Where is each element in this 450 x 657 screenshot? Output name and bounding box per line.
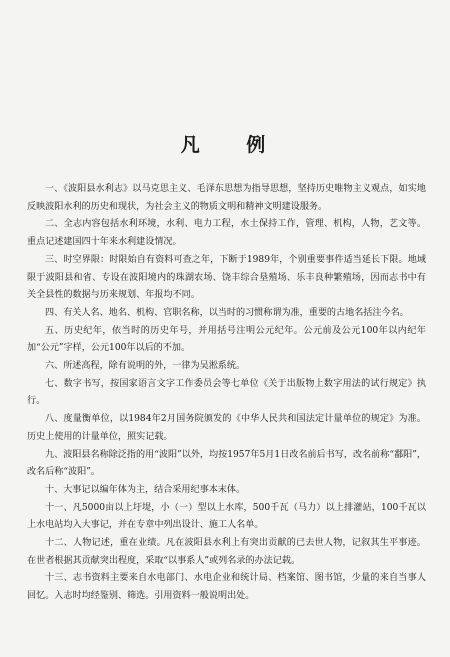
guideline-item-10: 十、大事记以编年体为主，结合采用纪事本末体。 (45, 484, 246, 495)
guideline-item-7: 七、数字书写，按国家语言文字工作委员会等七单位《关于出版物上数字用法的试行规定》执行。 (27, 378, 426, 407)
guideline-item-1: 一、《波阳县水利志》以马克思主义、毛泽东思想为指导思想，坚持历史唯物主义观点，如实地反映波阳水利的历史和现状，为社会主义的物质文明和精神文明建设服务。 (27, 184, 426, 212)
guideline-item-5: 五、历史纪年，依当时的历史年号，并用括号注明公元纪年。公元前及公元100年以内纪年加“公元”字样，公元100年以后的不加。 (27, 325, 426, 354)
guideline-item-2: 二、全志内容包括水利环境，水利、电力工程，水土保持工作，管理、机构，人物，艺文等。重点记述建国四十年来水利建设情况。 (27, 219, 426, 248)
guideline-item-6: 六、所述高程，除有说明的外，一律为吴淞系统。 (45, 361, 246, 372)
guideline-item-3: 三、时空界限：时限始自有资料可查之年，下断于1989年，个别重要事件适当延长下限。地域限于波阳县和省、专设在波阳境内的珠湖农场、饶丰综合垦殖场、乐丰良种繁殖场，因而志书中有关全县性的数据与历来规划、年报均不同。 (27, 254, 426, 301)
guideline-item-13: 十三、志书资料主要来自水电部门、水电企业和统计局、档案馆、图书馆，少量的来自当事人回忆。入志时均经鉴别、筛选。引用资料一般说明出处。 (27, 573, 426, 602)
guideline-item-9: 九、波阳县名称除泛指的用“波阳”以外，均按1957年5月1日改名前后书写，改名前称“鄱阳”，改名后称“波阳”。 (27, 449, 426, 478)
guideline-item-12: 十二、人物记述，重在业绩。凡在波阳县水利上有突出贡献的已去世人物，记叙其生平事迹。在世者根据其贡献突出程度，采取“以事系人”或列名录的办法记载。 (27, 538, 426, 566)
guideline-item-8: 八、度量衡单位，以1984年2月国务院颁发的《中华人民共和国法定计量单位的规定》为准。历史上使用的计量单位，照实记载。 (27, 414, 426, 442)
page-title: 凡 例 (180, 134, 270, 156)
guidelines-body (27, 181, 426, 606)
guideline-item-4: 四、有关人名、地名、机构、官职名称，以当时的习惯称谓为准，重要的古地名括注今名。 (45, 307, 409, 318)
guideline-item-11: 十一、凡5000亩以上圩堤，小（一）型以上水库，500千瓦（马力）以上排灌站，100千瓦以上水电站均入大事记，并在专章中列出设计、施工人名单。 (27, 502, 426, 531)
